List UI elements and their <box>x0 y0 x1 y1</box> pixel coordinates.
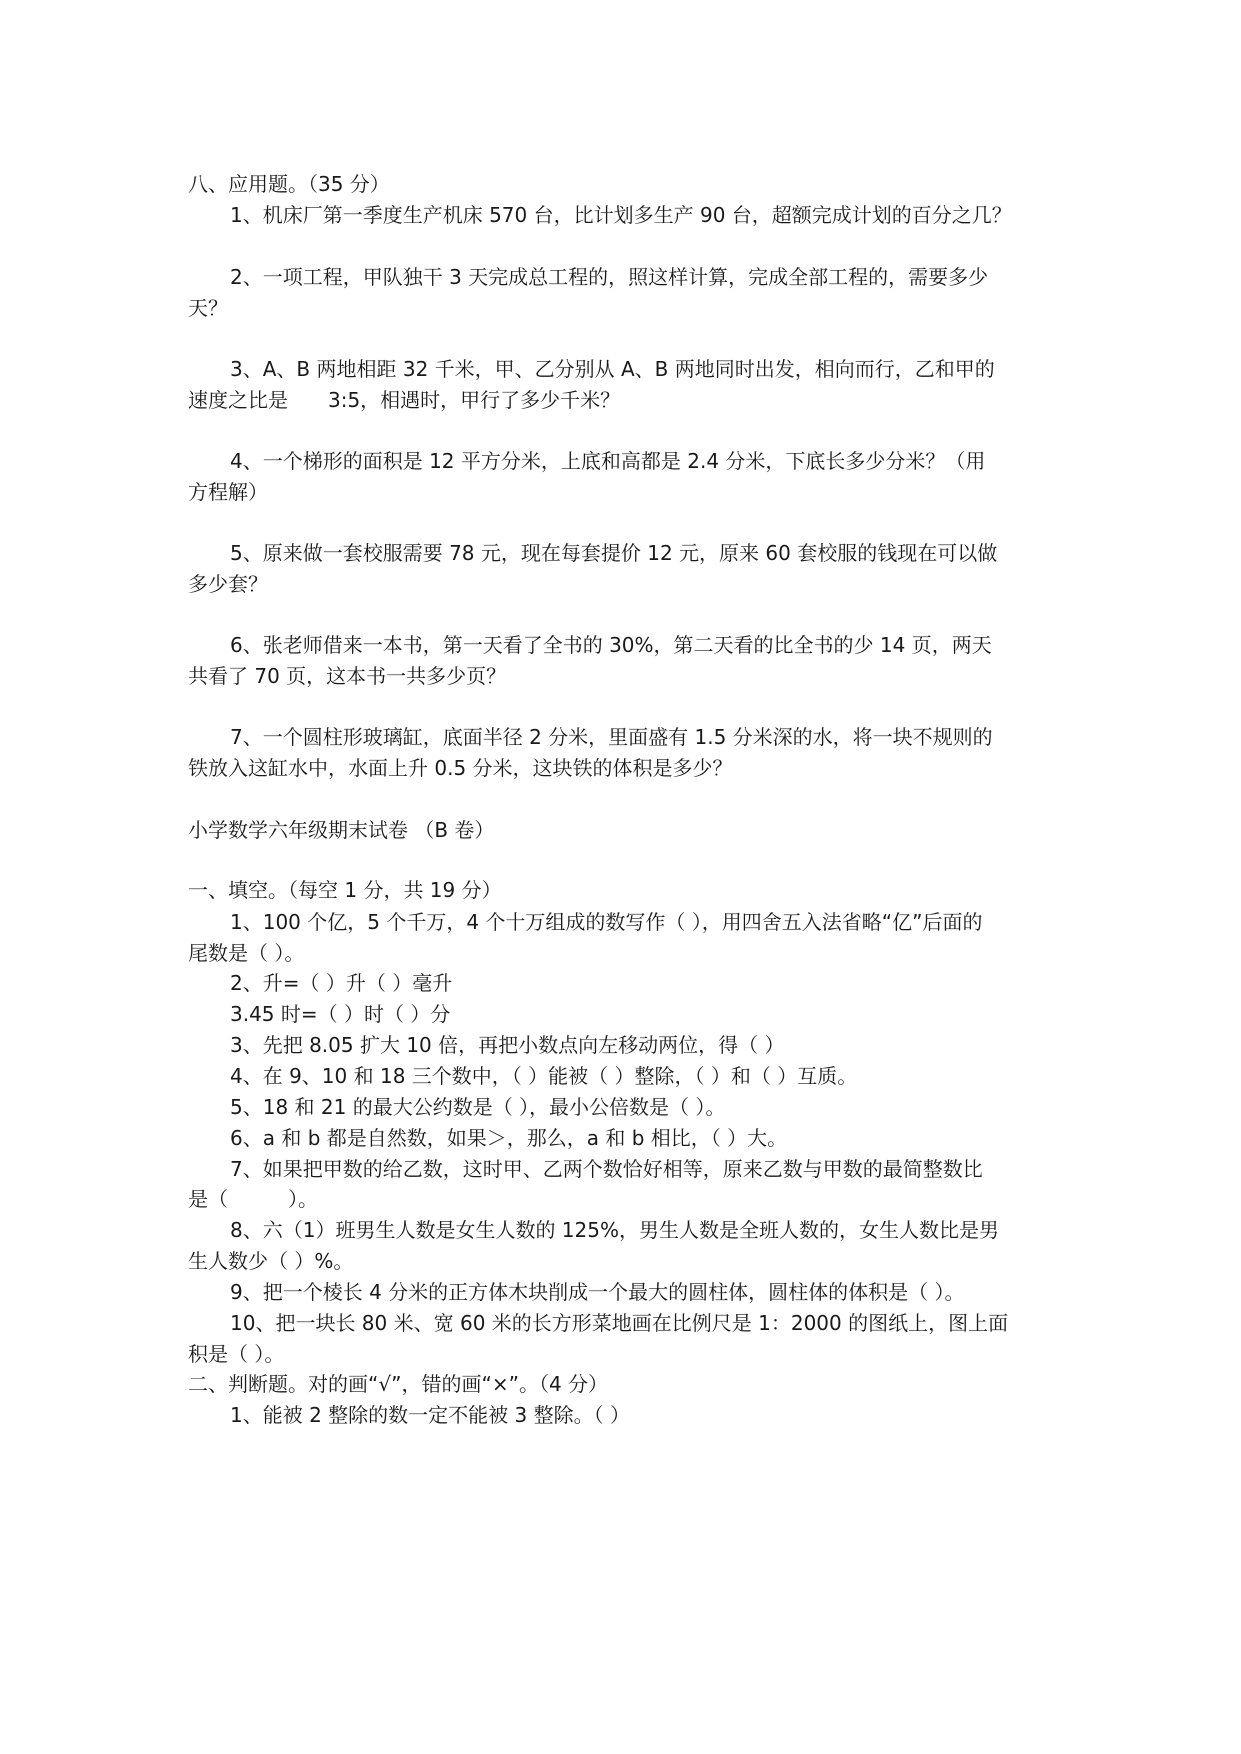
question-8-7-line-1: 7、一个圆柱形玻璃缸，底面半径 2 分米，里面盛有 1.5 分米深的水，将一块不规则的 <box>230 725 993 749</box>
judge-q1: 1、能被 2 整除的数一定不能被 3 整除。（ ） <box>230 1403 630 1427</box>
fill-q10-line-2: 积是（ ）。 <box>188 1342 285 1366</box>
question-8-2-line-2: 天？ <box>188 296 228 320</box>
question-8-5-line-2: 多少套？ <box>188 572 268 596</box>
fill-q2-line-2: 3.45 时=（ ）时（ ）分 <box>230 1002 451 1026</box>
question-8-1: 1、机床厂第一季度生产机床 570 台，比计划多生产 90 台，超额完成计划的百分之几？ <box>230 203 1012 227</box>
question-8-7-line-2: 铁放入这缸水中，水面上升 0.5 分米，这块铁的体积是多少？ <box>188 756 733 780</box>
section-8-heading: 八、应用题。（35 分） <box>188 172 390 196</box>
fill-q7-line-2: 是（ ）。 <box>188 1187 318 1211</box>
fill-q6: 6、a 和 b 都是自然数，如果＞，那么，a 和 b 相比，（ ）大。 <box>230 1126 788 1150</box>
fill-q3: 3、先把 8.05 扩大 10 倍，再把小数点向左移动两位，得（ ） <box>230 1033 785 1057</box>
fill-q1-line-2: 尾数是（ ）。 <box>188 941 305 965</box>
question-8-2-line-1: 2、一项工程，甲队独干 3 天完成总工程的，照这样计算，完成全部工程的，需要多少 <box>230 265 989 289</box>
question-8-5-line-1: 5、原来做一套校服需要 78 元，现在每套提价 12 元，原来 60 套校服的钱现在可以做 <box>230 541 998 565</box>
part-2-heading: 二、判断题。对的画“√”，错的画“×”。（4 分） <box>188 1372 609 1396</box>
question-8-6-line-2: 共看了 70 页，这本书一共多少页？ <box>188 664 507 688</box>
fill-q8-line-2: 生人数少（ ）%。 <box>188 1249 354 1273</box>
question-8-4-line-1: 4、一个梯形的面积是 12 平方分米，上底和高都是 2.4 分米，下底长多少分米？（用 <box>230 449 986 473</box>
question-8-3-line-2: 速度之比是 3:5，相遇时，甲行了多少千米？ <box>188 388 621 412</box>
question-8-6-line-1: 6、张老师借来一本书，第一天看了全书的 30%，第二天看的比全书的少 14 页，两天 <box>230 633 992 657</box>
fill-q2-line-1: 2、升=（ ）升（ ）毫升 <box>230 971 453 995</box>
fill-q7-line-1: 7、如果把甲数的给乙数，这时甲、乙两个数恰好相等，原来乙数与甲数的最简整数比 <box>230 1157 983 1181</box>
fill-q8-line-1: 8、六（1）班男生人数是女生人数的 125%，男生人数是全班人数的，女生人数比是男 <box>230 1218 999 1242</box>
fill-q5: 5、18 和 21 的最大公约数是（ ），最小公倍数是（ ）。 <box>230 1095 726 1119</box>
fill-q1-line-1: 1、100 个亿，5 个千万，4 个十万组成的数写作（ ），用四舍五入法省略“亿”后面的 <box>230 910 983 934</box>
fill-q9: 9、把一个棱长 4 分米的正方体木块削成一个最大的圆柱体，圆柱体的体积是（ ）。 <box>230 1280 965 1304</box>
part-1-heading: 一、填空。（每空 1 分，共 19 分） <box>188 878 502 902</box>
paper-title: 小学数学六年级期末试卷 （B 卷） <box>188 818 495 842</box>
fill-q10-line-1: 10、把一块长 80 米、宽 60 米的长方形菜地画在比例尺是 1：2000 的图纸上，图上面 <box>230 1311 1009 1335</box>
fill-q4: 4、在 9、10 和 18 三个数中，（ ）能被（ ）整除，（ ）和（ ）互质。 <box>230 1064 858 1088</box>
question-8-3-line-1: 3、A、B 两地相距 32 千米，甲、乙分别从 A、B 两地同时出发，相向而行，乙和甲的 <box>230 357 995 381</box>
question-8-4-line-2: 方程解） <box>188 480 268 504</box>
